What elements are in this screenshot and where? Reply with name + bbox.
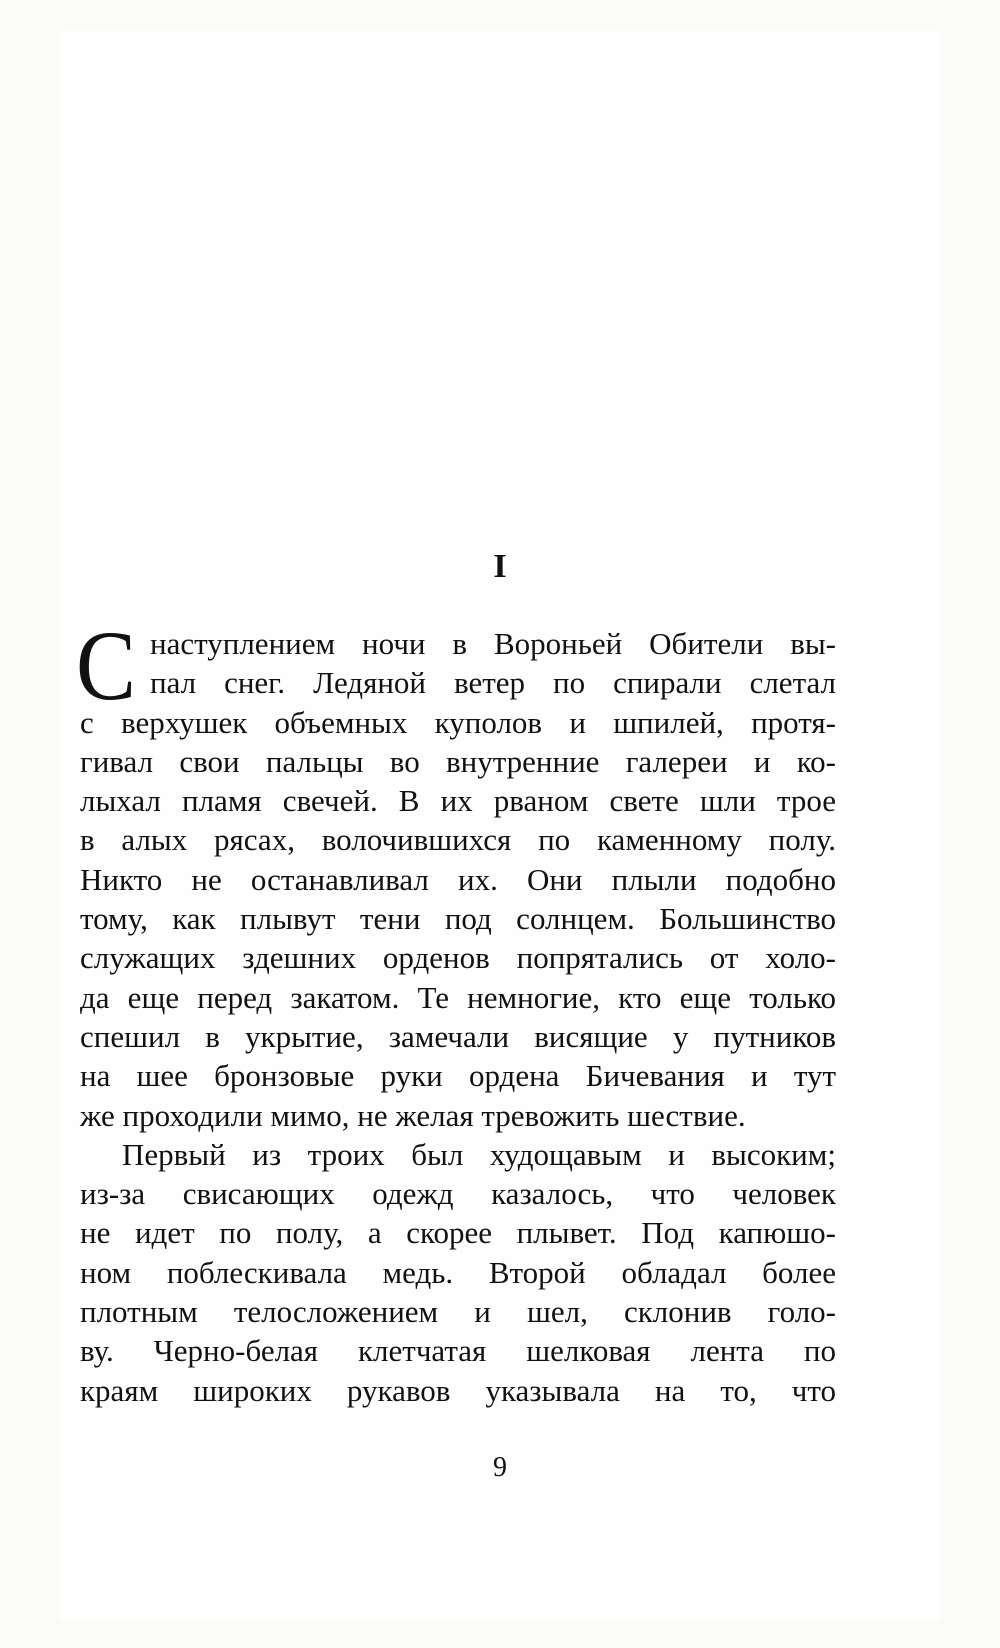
text-line: краям широких рукавов указывала на то, что	[80, 1372, 836, 1408]
chapter-heading: I	[493, 548, 507, 585]
text-line: лыхал пламя свечей. В их рваном свете шли трое	[80, 783, 836, 819]
text-line: в алых рясах, волочившихся по каменному полу.	[80, 822, 836, 858]
text-line: на шее бронзовые руки ордена Бичевания и тут	[80, 1058, 836, 1094]
drop-cap: С	[76, 610, 137, 721]
text-line: же проходили мимо, не желая тревожить шествие.	[80, 1097, 746, 1133]
text-line: плотным телосложением и шел, склонив голо-	[80, 1294, 836, 1330]
text-line: из-за свисающих одежд казалось, что человек	[80, 1176, 836, 1212]
text-line: не идет по полу, а скорее плывет. Под капюшо-	[80, 1215, 836, 1251]
text-line: спешил в укрытие, замечали висящие у путников	[80, 1018, 836, 1054]
text-line: тому, как плывут тени под солнцем. Большинство	[80, 901, 836, 937]
text-line: ном поблескивала медь. Второй обладал более	[80, 1254, 836, 1290]
text-line: гивал свои пальцы во внутренние галереи и ко-	[80, 743, 836, 779]
text-line: служащих здешних орденов попрятались от холо-	[80, 940, 836, 976]
text-line: Первый из троих был худощавым и высоким;	[122, 1136, 836, 1172]
text-line: с верхушек объемных куполов и шпилей, протя-	[80, 704, 836, 740]
text-line: да еще перед закатом. Те немногие, кто еще только	[80, 979, 836, 1015]
text-line: пал снег. Ледяной ветер по спирали слетал	[150, 665, 836, 701]
page-number: 9	[493, 1452, 507, 1483]
text-line: Никто не останавливал их. Они плыли подобно	[80, 861, 836, 897]
text-line: наступлением ночи в Вороньей Обители вы-	[150, 626, 836, 661]
body-text	[76, 610, 836, 1410]
text-line: ву. Черно-белая клетчатая шелковая лента по	[80, 1333, 836, 1369]
